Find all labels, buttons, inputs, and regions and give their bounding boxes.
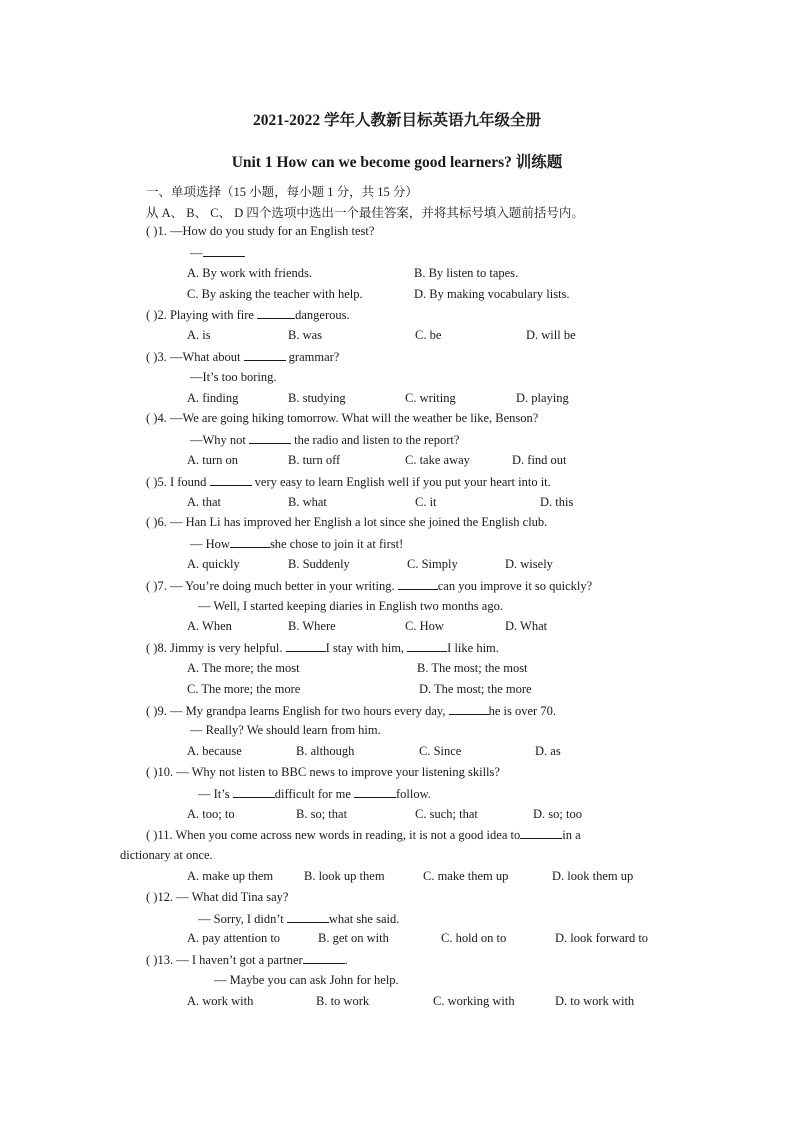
question-13: ( )13. — I haven’t got a partner . (146, 953, 348, 967)
fill-blank (249, 432, 291, 444)
option-c[interactable]: C. working with (433, 994, 515, 1008)
option-c[interactable]: C. Simply (407, 557, 458, 571)
option-c[interactable]: C. hold on to (441, 931, 507, 945)
fill-blank (257, 307, 295, 319)
answer-paren[interactable]: ( ) (146, 953, 158, 967)
answer-paren[interactable]: ( ) (146, 890, 158, 904)
fill-blank (230, 536, 270, 548)
option-c[interactable]: C. writing (405, 391, 456, 405)
question-12: ( )12. — What did Tina say? (146, 890, 289, 904)
option-d[interactable]: D. look them up (552, 869, 634, 883)
option-a[interactable]: A. that (187, 495, 222, 509)
answer-paren[interactable]: ( ) (146, 515, 158, 529)
answer-paren[interactable]: ( ) (146, 308, 158, 322)
answer-paren[interactable]: ( ) (146, 579, 158, 593)
answer-paren[interactable]: ( ) (146, 828, 158, 842)
option-d[interactable]: D. will be (526, 328, 576, 342)
fill-blank (303, 952, 345, 964)
option-b[interactable]: B. get on with (318, 931, 389, 945)
question-1-reply: — (190, 245, 245, 261)
option-c[interactable]: C. it (415, 495, 437, 509)
option-d[interactable]: D. look forward to (555, 931, 649, 945)
option-b[interactable]: B. although (296, 744, 355, 758)
option-c[interactable]: C. Since (419, 744, 462, 758)
option-a[interactable]: A. because (187, 744, 242, 758)
question-4-reply: —Why not the radio and listen to the report? (190, 433, 460, 447)
answer-paren[interactable]: ( ) (146, 411, 158, 425)
question-8: ( )8. Jimmy is very helpful. I stay with him, I like him. (146, 641, 499, 655)
option-b[interactable]: B. Where (288, 619, 336, 633)
option-d[interactable]: D. wisely (505, 557, 553, 571)
question-5: ( )5. I found very easy to learn English well if you put your heart into it. (146, 475, 551, 489)
question-3-reply: —It’s too boring. (190, 370, 277, 384)
fill-blank (398, 578, 438, 590)
option-a[interactable]: A. finding (187, 391, 239, 405)
option-c[interactable]: C. By asking the teacher with help. (187, 287, 363, 301)
section-instruction: 从 A、 B、 C、 D 四个选项中选出一个最佳答案，并将其标号填入题前括号内。 (146, 206, 584, 220)
page-title: 2021-2022 学年人教新目标英语九年级全册 (252, 112, 542, 129)
answer-paren[interactable]: ( ) (146, 224, 158, 238)
option-b[interactable]: B. By listen to tapes. (414, 266, 519, 280)
answer-paren[interactable]: ( ) (146, 475, 158, 489)
question-7-reply: — Well, I started keeping diaries in English two months ago. (198, 599, 503, 613)
fill-blank (244, 349, 286, 361)
option-a[interactable]: A. quickly (187, 557, 240, 571)
question-11: ( )11. When you come across new words in reading, it is not a good idea to in a (146, 828, 581, 842)
question-7: ( )7. — You’re doing much better in your writing. can you improve it so quickly? (146, 579, 593, 593)
option-a[interactable]: A. make up them (187, 869, 274, 883)
option-b[interactable]: B. turn off (288, 453, 341, 467)
section-heading: 一、单项选择（15 小题，每小题 1 分，共 15 分） (146, 185, 418, 199)
answer-paren[interactable]: ( ) (146, 704, 158, 718)
question-10-reply: — It’s difficult for me follow. (198, 787, 431, 801)
question-11-continued: dictionary at once. (120, 848, 213, 862)
option-a[interactable]: A. too; to (187, 807, 235, 821)
option-b[interactable]: B. so; that (296, 807, 348, 821)
option-b[interactable]: B. what (288, 495, 327, 509)
option-b[interactable]: B. studying (288, 391, 346, 405)
fill-blank (520, 827, 562, 839)
option-b[interactable]: B. Suddenly (288, 557, 350, 571)
question-9-reply: — Really? We should learn from him. (190, 723, 381, 737)
option-a[interactable]: A. work with (187, 994, 254, 1008)
option-d[interactable]: D. as (535, 744, 561, 758)
fill-blank (407, 640, 447, 652)
answer-paren[interactable]: ( ) (146, 641, 158, 655)
option-d[interactable]: D. playing (516, 391, 569, 405)
option-c[interactable]: C. The more; the more (187, 682, 301, 696)
question-2: ( )2. Playing with fire dangerous. (146, 308, 350, 322)
option-c[interactable]: C. make them up (423, 869, 509, 883)
option-c[interactable]: C. How (405, 619, 444, 633)
option-a[interactable]: A. turn on (187, 453, 239, 467)
question-stem: 1. —How do you study for an English test? (157, 224, 375, 238)
fill-blank (203, 245, 245, 257)
option-d[interactable]: D. The most; the more (419, 682, 532, 696)
answer-paren[interactable]: ( ) (146, 765, 158, 779)
option-d[interactable]: D. this (540, 495, 574, 509)
option-a[interactable]: A. is (187, 328, 211, 342)
fill-blank (287, 911, 329, 923)
option-d[interactable]: D. so; too (533, 807, 582, 821)
option-b[interactable]: B. to work (316, 994, 370, 1008)
option-a[interactable]: A. The more; the most (187, 661, 300, 675)
question-4: ( )4. —We are going hiking tomorrow. What will the weather be like, Benson? (146, 411, 539, 425)
question-9: ( )9. — My grandpa learns English for two hours every day, he is over 70. (146, 704, 556, 718)
fill-blank (210, 474, 252, 486)
answer-paren[interactable]: ( ) (146, 350, 158, 364)
option-c[interactable]: C. such; that (415, 807, 478, 821)
option-a[interactable]: A. pay attention to (187, 931, 281, 945)
option-d[interactable]: D. By making vocabulary lists. (414, 287, 570, 301)
option-c[interactable]: C. be (415, 328, 442, 342)
option-d[interactable]: D. to work with (555, 994, 635, 1008)
fill-blank (286, 640, 326, 652)
question-6: ( )6. — Han Li has improved her English a lot since she joined the English club. (146, 515, 548, 529)
question-13-reply: — Maybe you can ask John for help. (214, 973, 399, 987)
question-1 (146, 224, 374, 239)
question-12-reply: — Sorry, I didn’t what she said. (198, 912, 400, 926)
option-b[interactable]: B. The most; the most (417, 661, 528, 675)
option-c[interactable]: C. take away (405, 453, 470, 467)
option-a[interactable]: A. By work with friends. (187, 266, 312, 280)
fill-blank (449, 703, 489, 715)
question-3: ( )3. —What about grammar? (146, 350, 340, 364)
option-b[interactable]: B. look up them (304, 869, 385, 883)
fill-blank (233, 786, 275, 798)
page-subtitle: Unit 1 How can we become good learners? 训练题 (231, 154, 563, 171)
option-b[interactable]: B. was (288, 328, 323, 342)
question-10: ( )10. — Why not listen to BBC news to improve your listening skills? (146, 765, 500, 779)
question-6-reply: — How she chose to join it at first! (190, 537, 404, 551)
option-a[interactable]: A. When (187, 619, 232, 633)
option-d[interactable]: D. find out (512, 453, 567, 467)
fill-blank (354, 786, 396, 798)
option-d[interactable]: D. What (505, 619, 548, 633)
